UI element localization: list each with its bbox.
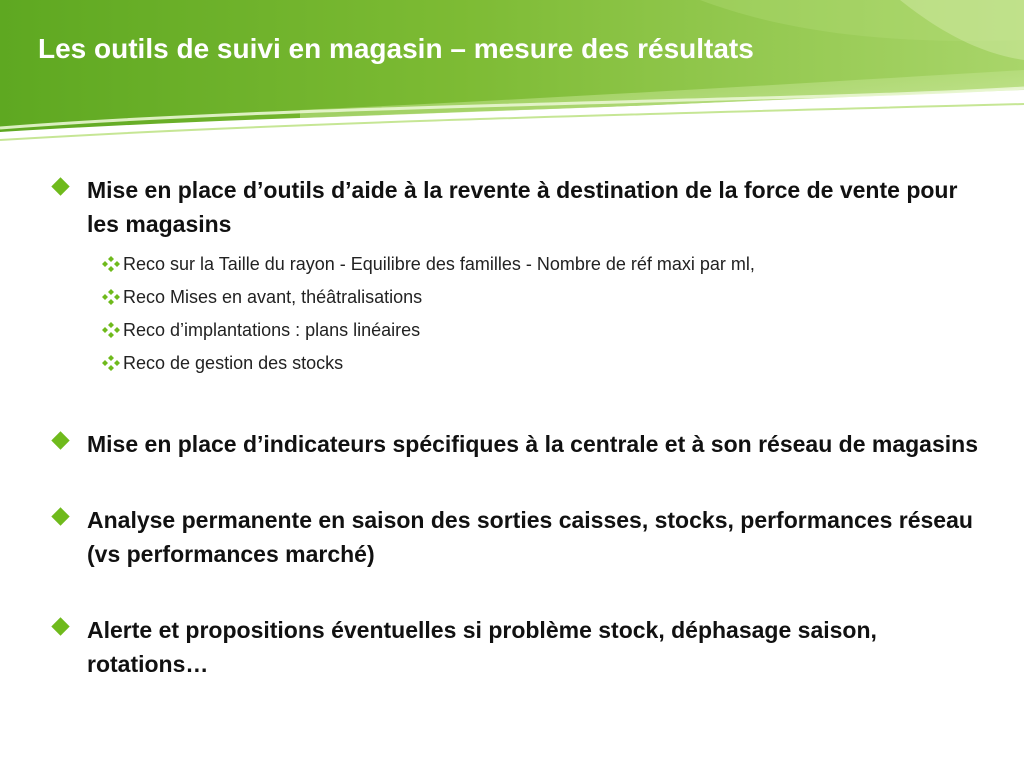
green-diamond-icon xyxy=(51,177,69,195)
bullet-item xyxy=(50,427,980,461)
sub-bullet-list xyxy=(87,253,980,385)
bullet-text: Mise en place d’outils d’aide à la revente à destination de la force de vente pour les magasins xyxy=(87,177,958,237)
four-diamond-icon xyxy=(101,321,121,339)
green-diamond-icon xyxy=(51,507,69,525)
sub-bullet-text: Reco de gestion des stocks xyxy=(123,353,344,373)
header-banner xyxy=(0,0,1024,150)
sub-bullet-text: Reco d’implantations : plans linéaires xyxy=(123,320,421,340)
sub-bullet-item xyxy=(101,253,980,286)
sub-bullet-text: Reco Mises en avant, théâtralisations xyxy=(123,287,423,307)
bullet-item xyxy=(50,173,980,385)
sub-bullet-item xyxy=(101,352,980,385)
green-wave-background xyxy=(0,0,1024,150)
four-diamond-icon xyxy=(101,255,121,273)
four-diamond-icon xyxy=(101,288,121,306)
sub-bullet-item xyxy=(101,319,980,352)
bullet-list xyxy=(50,173,980,723)
bullet-item xyxy=(50,503,980,571)
bullet-text: Analyse permanente en saison des sorties caisses, stocks, performances réseau (vs performances marché) xyxy=(87,507,973,567)
sub-bullet-text: Reco sur la Taille du rayon - Equilibre des familles - Nombre de réf maxi par ml, xyxy=(123,254,755,274)
sub-bullet-item xyxy=(101,286,980,319)
four-diamond-icon xyxy=(101,354,121,372)
green-diamond-icon xyxy=(51,431,69,449)
bullet-text: Mise en place d’indicateurs spécifiques à la centrale et à son réseau de magasins xyxy=(87,431,978,457)
green-diamond-icon xyxy=(51,617,69,635)
bullet-item xyxy=(50,613,980,681)
slide-title: Les outils de suivi en magasin – mesure des résultats xyxy=(38,33,754,64)
bullet-text: Alerte et propositions éventuelles si problème stock, déphasage saison, rotations… xyxy=(87,617,877,677)
